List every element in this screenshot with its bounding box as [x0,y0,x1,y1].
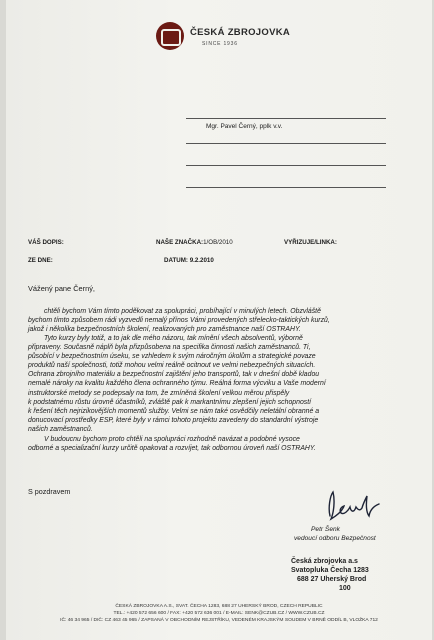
p2-line: působící v bezpečnostním úseku, se vzhledem k svým náročným úkolům a strategické povaze [28,353,316,361]
p2-line: donucovací prostředky ESP, které byly v rámci tohoto projektu zavedeny do standardní výstroje [28,416,319,424]
stamp-line: 688 27 Uherský Brod [297,576,367,583]
signer-title: vedoucí odboru Bezpečnost [294,535,376,542]
paragraph-2 [28,334,422,434]
p1-line: jakož i několika bezpečnostních školení, realizovaných pro zaměstnance naší OSTRAHY. [28,326,301,334]
address-line-top [186,118,386,119]
footer-contact: TEL.: +420 572 656 600 / FAX: +420 572 636 001 / E-MAIL: SENK@CZUB.CZ / WWW.CZUB.CZ [113,611,325,616]
company-stamp [291,557,369,593]
paragraph-3 [28,435,422,453]
p2-line: nemalé nároky na kvalitu každého člena ochranného týmu. Reálná forma výcviku a Vaše moderní [28,380,326,388]
p3-line: odborné a specializační kurzy určitě opakovat a rozvíjet, tak odbornou úroveň naší OSTRAHY. [28,445,316,453]
signer-name: Petr Šenk [311,526,340,533]
company-logo [156,22,306,52]
stamp-line: Česká zbrojovka a.s [291,558,358,565]
nase-znacka-label [156,239,233,246]
footer-address: ČESKÁ ZBROJOVKA A.S., SVAT. ČECHA 1283, 688 27 UHERSKÝ BROD, CZECH REPUBLIC [115,604,323,609]
p2-line: k řešení těch nejrizikovějších momentů služby. Velmi se nám také osvědčily neletální obranné a [28,407,320,415]
datum-value: 9.2.2010 [189,257,214,264]
address-line-2 [186,143,386,144]
p1-line: bychom tímto způsobem rádi vyzvedli nemalý přínos Vámi provedených střelecko-taktických kurzů, [28,317,330,325]
recipient-name: Mgr. Pavel Černý, pplk v.v. [206,123,283,130]
p2-line: Ochrana zbrojního materiálu a bezpečnostní zajištění jeho transportů, tak v dnešní době kladou [28,371,320,379]
vas-dopis-label: VÁŠ DOPIS: [28,239,64,246]
p2-line: Tyto kurzy byly totiž, a to jak dle mého názoru, tak mínění všech absolventů, výborně [44,335,303,342]
stamp-line: 100 [339,585,351,592]
handwritten-signature [324,486,384,526]
letter-page [6,0,432,640]
cz-emblem-icon [156,22,184,50]
p2-line: našich zaměstnanců. [28,425,93,433]
ze-dne-label: ZE DNE: [28,257,53,264]
p2-line: instruktorské metody se podepsaly na tom, že zmíněná školení velkou měrou přispěly [28,389,290,397]
p2-line: připraveny. Současně náplň byla přizpůsobena na specifika činnosti našich zaměstnanců. Ti, [28,344,311,352]
paragraph-1 [28,307,422,334]
nase-znacka-value: 1/OB/2010 [203,239,233,246]
stamp-line: Svatopluka Čecha 1283 [291,567,369,574]
p2-line: k podstatnému růstu úrovně účastníků, zvláště pak k markantnímu zlepšení jejich schopností [28,398,312,406]
address-line-3 [186,165,386,166]
nase-znacka-label-text: NAŠE ZNAČKA: [156,239,204,246]
p3-line: V budoucnu bychom proto chtěli na spolupráci rozhodně navázat a podobné vysoce [44,436,300,443]
logo-title: ČESKÁ ZBROJOVKA [190,27,291,38]
logo-since: SINCE 1936 [202,41,238,47]
p2-line: produktů naší společnosti, totiž mohou velmi reálně ocitnout ve velmi nebezpečných situacích. [28,362,316,370]
footer-registry: IČ: 46 34 965 / DIČ: CZ 463 45 965 / ZAPSANÁ V OBCHODNÍM REJSTŘÍKU, VEDENÉM KRAJSKÝM SOUDEM V BRNĚ ODDÍL B, VLOŽKA 712 [60,618,378,623]
datum-label [164,257,214,264]
vyrizuje-label: VYŘIZUJE/LINKA: [284,239,337,246]
closing: S pozdravem [28,487,71,496]
address-line-4 [186,187,386,188]
datum-label-text: DATUM: [164,257,188,264]
p1-line: chtěli bychom Vám tímto poděkovat za spolupráci, probíhající v minulých letech. Obzvláště [44,308,321,315]
salutation: Vážený pane Černý, [28,284,95,293]
